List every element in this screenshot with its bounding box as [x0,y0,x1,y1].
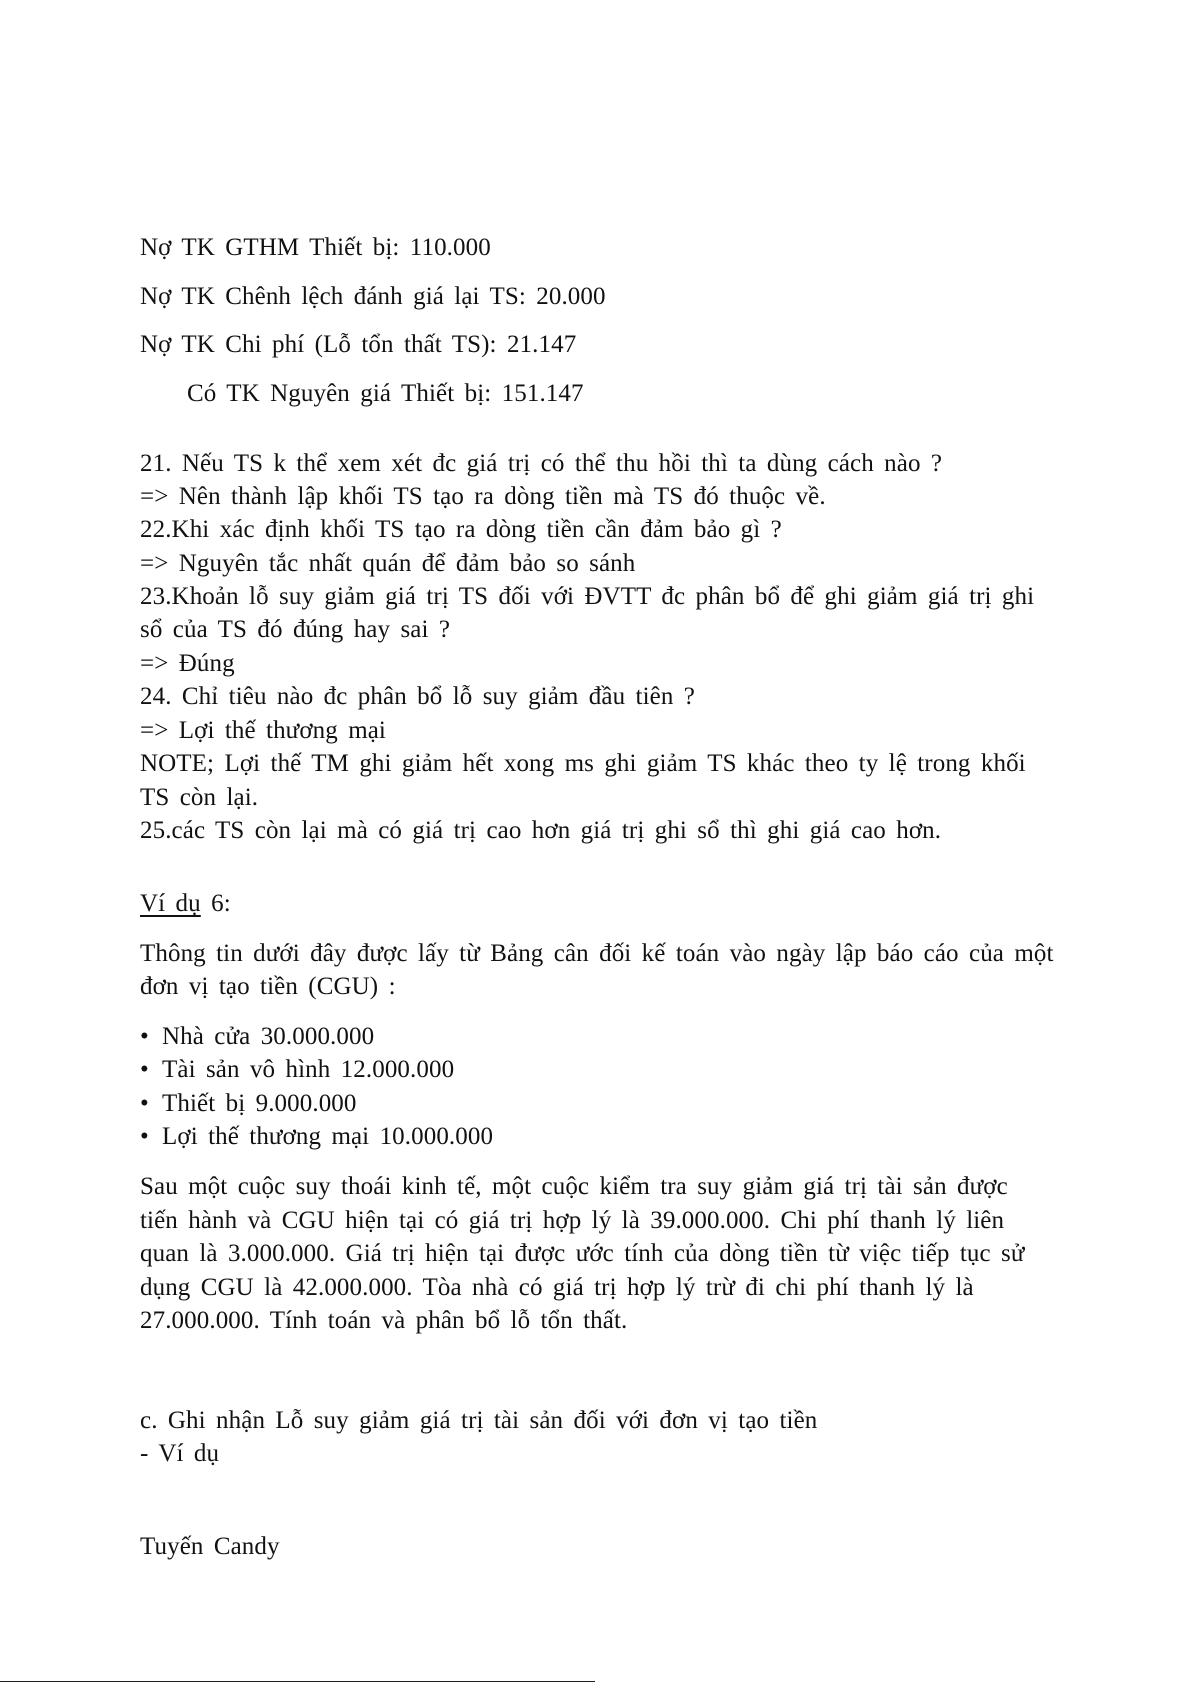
section-c-title: c. Ghi nhận Lỗ suy giảm giá trị tài sản đối với đơn vị tạo tiền [140,1407,818,1434]
bullet-icon: • [140,1090,149,1117]
qa-line: sổ của TS đó đúng hay sai ? [140,616,451,643]
qa-line: 24. Chỉ tiêu nào đc phân bổ lỗ suy giảm đầu tiên ? [140,683,695,710]
list-item-text: Nhà cửa 30.000.000 [162,1023,375,1050]
example-body-line: tiến hành và CGU hiện tại có giá trị hợp lý là 39.000.000. Chi phí thanh lý liên [140,1207,1005,1234]
footer-rule [0,1681,595,1682]
qa-line: 23.Khoản lỗ suy giảm giá trị TS đối với ĐVTT đc phân bổ để ghi giảm giá trị ghi [140,583,1035,610]
list-item [140,1088,357,1120]
example-body-line: Sau một cuộc suy thoái kinh tế, một cuộc kiểm tra suy giảm giá trị tài sản được [140,1173,1008,1200]
journal-line-debit-accumulated: Nợ TK GTHM Thiết bị: 110.000 [140,234,491,261]
bullet-icon: • [140,1123,149,1150]
qa-line: => Đúng [140,650,235,677]
journal-line-debit-expense: Nợ TK Chi phí (Lỗ tổn thất TS): 21.147 [140,331,577,358]
author-signature: Tuyến Candy [140,1533,280,1560]
example-heading-label: Ví dụ [140,890,201,917]
qa-line: 25.các TS còn lại mà có giá trị cao hơn giá trị ghi sổ thì ghi giá cao hơn. [140,817,942,844]
example-heading-number: 6: [211,890,231,917]
example-intro-line: Thông tin dưới đây được lấy từ Bảng cân đối kế toán vào ngày lập báo cáo của một [140,940,1054,967]
list-item [140,1054,454,1086]
example-body-line: 27.000.000. Tính toán và phân bổ lỗ tổn thất. [140,1307,628,1334]
example-body-line: quan là 3.000.000. Giá trị hiện tại được ước tính của dòng tiền từ việc tiếp tục sử [140,1240,1025,1267]
journal-line-credit-cost: Có TK Nguyên giá Thiết bị: 151.147 [187,380,584,407]
list-item [140,1121,493,1153]
qa-line: 22.Khi xác định khối TS tạo ra dòng tiền cần đảm bảo gì ? [140,516,782,543]
journal-line-debit-revaluation: Nợ TK Chênh lệch đánh giá lại TS: 20.000 [140,283,606,310]
bullet-icon: • [140,1056,149,1083]
qa-line: NOTE; Lợi thế TM ghi giảm hết xong ms ghi giảm TS khác theo ty lệ trong khối [140,750,1026,777]
qa-line: => Lợi thế thương mại [140,717,386,744]
qa-line: 21. Nếu TS k thể xem xét đc giá trị có thể thu hồi thì ta dùng cách nào ? [140,450,943,477]
example-heading [140,888,231,920]
example-body-line: dụng CGU là 42.000.000. Tòa nhà có giá trị hợp lý trừ đi chi phí thanh lý là [140,1274,974,1301]
list-item-text: Lợi thế thương mại 10.000.000 [162,1123,494,1150]
list-item [140,1021,374,1053]
example-intro-line: đơn vị tạo tiền (CGU) : [140,973,396,1000]
section-c-sub: - Ví dụ [140,1440,220,1467]
list-item-text: Thiết bị 9.000.000 [162,1090,357,1117]
qa-line: => Nên thành lập khối TS tạo ra dòng tiền mà TS đó thuộc về. [140,483,826,510]
qa-line: => Nguyên tắc nhất quán để đảm bảo so sánh [140,550,636,577]
list-item-text: Tài sản vô hình 12.000.000 [162,1056,455,1083]
qa-line: TS còn lại. [140,784,259,811]
bullet-icon: • [140,1023,149,1050]
